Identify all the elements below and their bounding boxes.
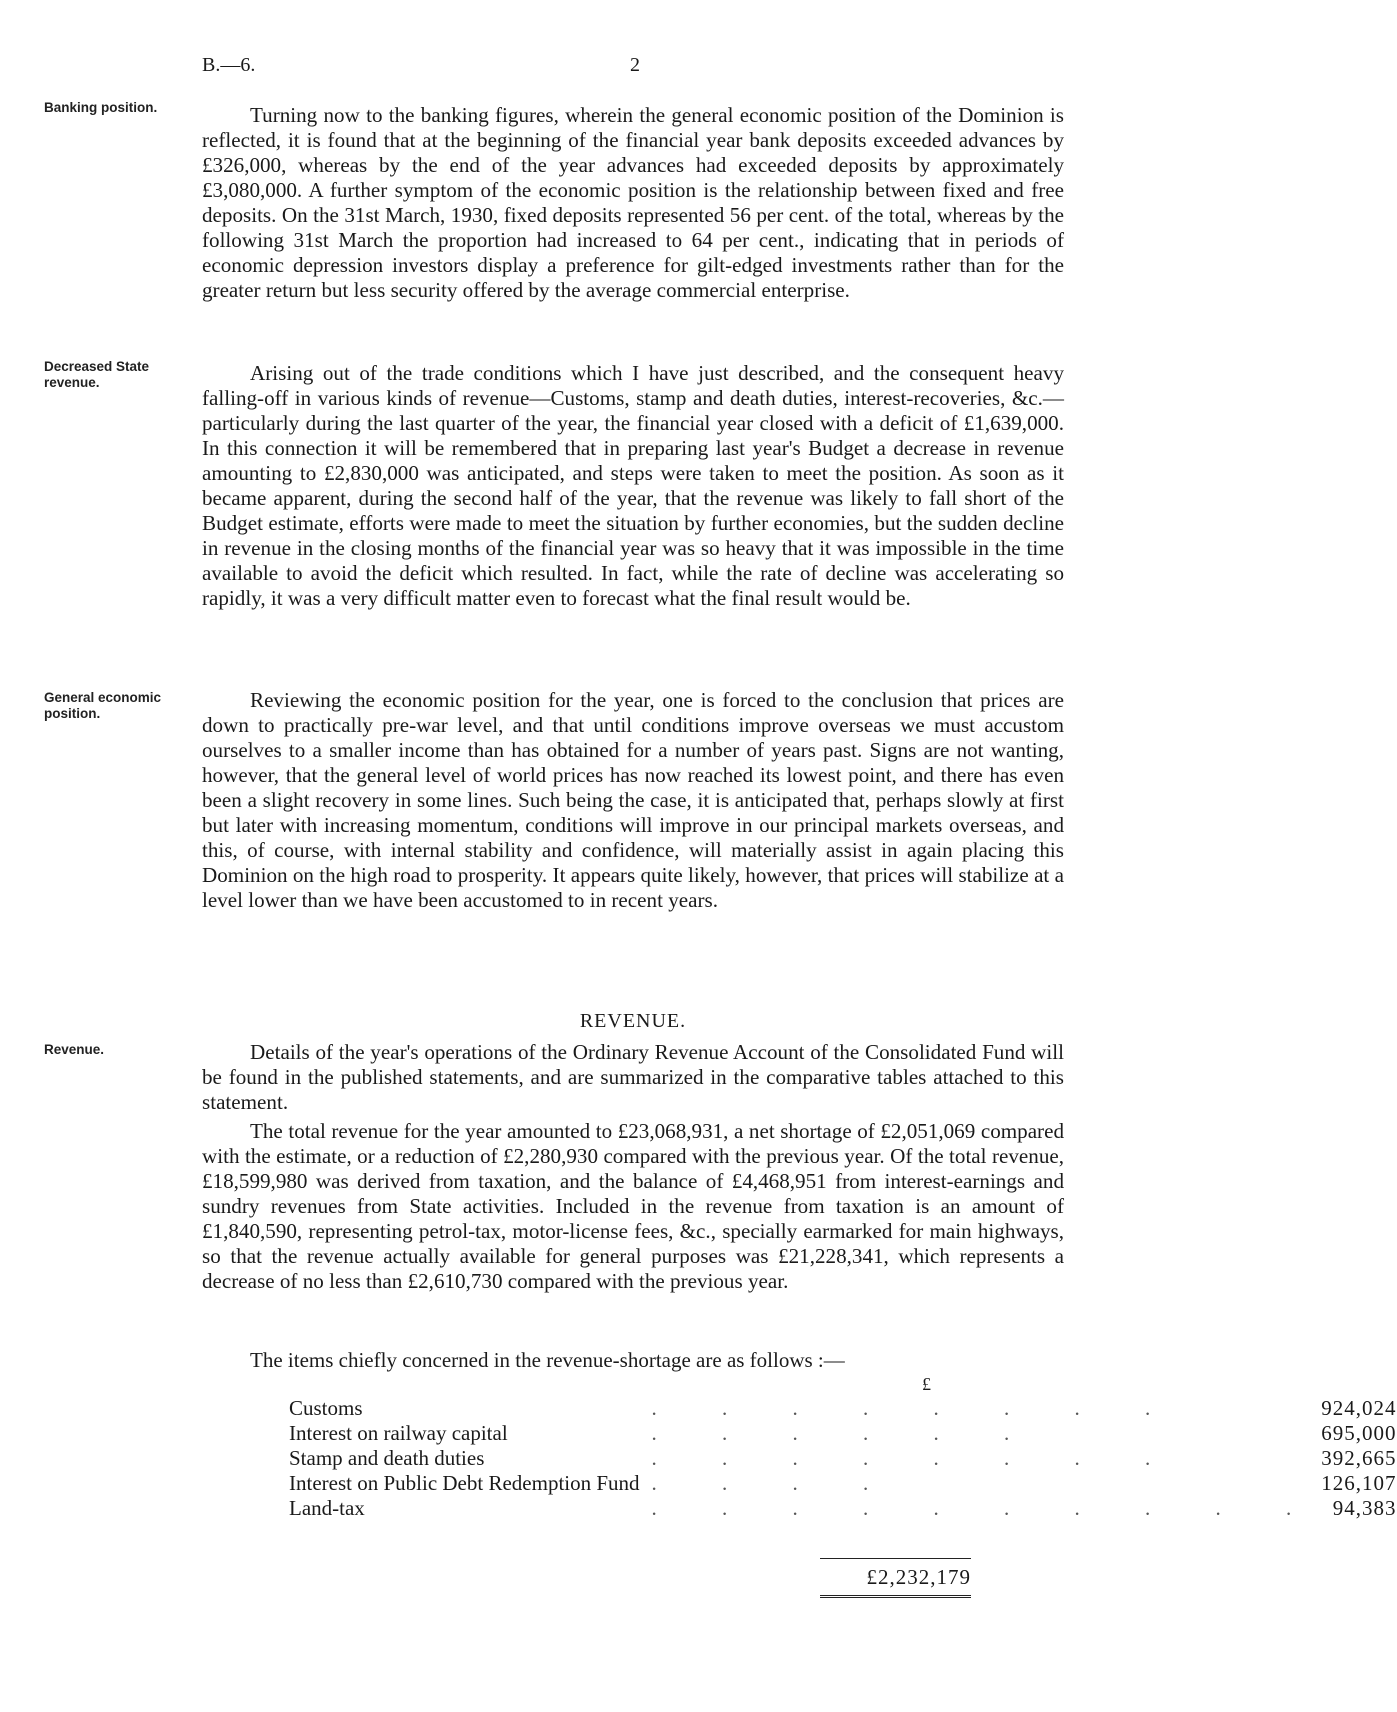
item-label: Interest on Public Debt Redemption Fund <box>289 1471 640 1495</box>
margin-note-general-economic: General economic position. <box>44 690 162 721</box>
leader-dots: . . . . <box>651 1471 899 1495</box>
leader-dots: . . . . . . . . <box>651 1396 1181 1420</box>
table-row <box>289 1496 1397 1521</box>
page-header <box>202 54 1062 78</box>
total-rule-double <box>820 1595 971 1598</box>
total-value: £2,232,179 <box>866 1565 971 1589</box>
margin-note-revenue: Revenue. <box>44 1042 105 1057</box>
leader-dots: . . . . . . <box>651 1421 1040 1445</box>
table-row <box>289 1471 1397 1496</box>
revenue-section <box>202 1040 1064 1294</box>
item-value: 126,107 <box>1321 1471 1397 1495</box>
table-row <box>289 1396 1397 1421</box>
table-row <box>289 1421 1397 1446</box>
item-value: 392,665 <box>1321 1446 1397 1470</box>
revenue-shortage-table <box>289 1396 1397 1521</box>
general-economic-paragraph: Reviewing the economic position for the year, one is forced to the conclusion that prices are down to practically pre-war level, and that until conditions improve overseas we must accustom ourselves to a smaller income than has obtained for a number of years past. Signs are not wanting, however, that the general level of world prices has now reached its lowest point, and there has even been a slight recovery in some lines. Such being the case, it is anticipated that, perhaps slowly at first but later with increasing momentum, conditions will improve in our principal markets overseas, and this, of course, with internal stability and confidence, will materially assist in again placing this Dominion on the high road to prosperity. It appears quite likely, however, that prices will stabilize at a level lower than we have been accustomed to in recent years. <box>202 688 1064 912</box>
total-rule-top <box>820 1558 971 1559</box>
general-economic-section <box>202 688 1064 913</box>
decreased-revenue-paragraph: Arising out of the trade conditions which I have just described, and the consequent heavy falling-off in various kinds of revenue—Customs, stamp and death duties, interest-recoveries, &c.—particularly during the last quarter of the year, the financial year closed with a deficit of £1,639,000. In this connection it will be remembered that in preparing last year's Budget a decrease in revenue amounting to £2,830,000 was anticipated, and steps were taken to meet the position. As soon as it became apparent, during the second half of the year, that the revenue was likely to fall short of the Budget estimate, efforts were made to meet the situation by further economies, but the sudden decline in revenue in the closing months of the financial year was so heavy that it was impossible in the time available to avoid the deficit which resulted. In fact, while the rate of decline was accelerating so rapidly, it was a very difficult matter even to forecast what the final result would be. <box>202 361 1064 610</box>
decreased-revenue-section <box>202 361 1064 611</box>
leader-dots: . . . . . . . . <box>651 1446 1181 1470</box>
banking-section <box>202 103 1064 303</box>
item-label: Customs <box>289 1396 363 1420</box>
item-label: Stamp and death duties <box>289 1446 485 1470</box>
revenue-heading: REVENUE. <box>579 1010 687 1032</box>
revenue-total-paragraph: The total revenue for the year amounted to £23,068,931, a net shortage of £2,051,069 compared with the estimate, or a reduction of £2,280,930 compared with the previous year. Of the total revenue, £18,599,980 was derived from taxation, and the balance of £4,468,951 from interest-earnings and sundry revenues from State activities. Included in the revenue from taxation is an amount of £1,840,590, representing petrol-tax, motor-license fees, &c., specially earmarked for main highways, so that the revenue actually available for general purposes was £21,228,341, which represents a decrease of no less than £2,610,730 compared with the previous year. <box>202 1119 1064 1293</box>
margin-note-decreased-revenue: Decreased State revenue. <box>44 359 150 390</box>
table-row <box>289 1446 1397 1471</box>
margin-note-banking: Banking position. <box>44 100 158 115</box>
item-label: Interest on railway capital <box>289 1421 508 1445</box>
item-value: 924,024 <box>1321 1396 1397 1420</box>
item-value: 94,383 <box>1332 1496 1397 1520</box>
document-reference: B.—6. <box>202 54 256 76</box>
leader-dots: . . . . . . . . . . <box>651 1496 1322 1520</box>
banking-paragraph: Turning now to the banking figures, wherein the general economic position of the Dominion is reflected, it is found that at the beginning of the financial year bank deposits exceeded advances by £326,000, whereas by the end of the year advances had exceeded deposits by approximately £3,080,000. A further symptom of the economic position is the relationship between fixed and free deposits. On the 31st March, 1930, fixed deposits represented 56 per cent. of the total, whereas by the following 31st March the proportion had increased to 64 per cent., indicating that in periods of economic depression investors display a preference for gilt-edged investments rather than for the greater return but less security offered by the average commercial enterprise. <box>202 103 1064 302</box>
page-number: 2 <box>630 54 640 76</box>
currency-symbol: £ <box>922 1374 931 1394</box>
revenue-details-paragraph: Details of the year's operations of the Ordinary Revenue Account of the Consolidated Fund will be found in the published statements, and are summarized in the comparative tables attached to this statement. <box>202 1040 1064 1114</box>
total-block <box>820 1558 971 1598</box>
item-label: Land-tax <box>289 1496 365 1520</box>
item-value: 695,000 <box>1321 1421 1397 1445</box>
revenue-list-intro: The items chiefly concerned in the revenue-shortage are as follows :— <box>250 1348 845 1372</box>
